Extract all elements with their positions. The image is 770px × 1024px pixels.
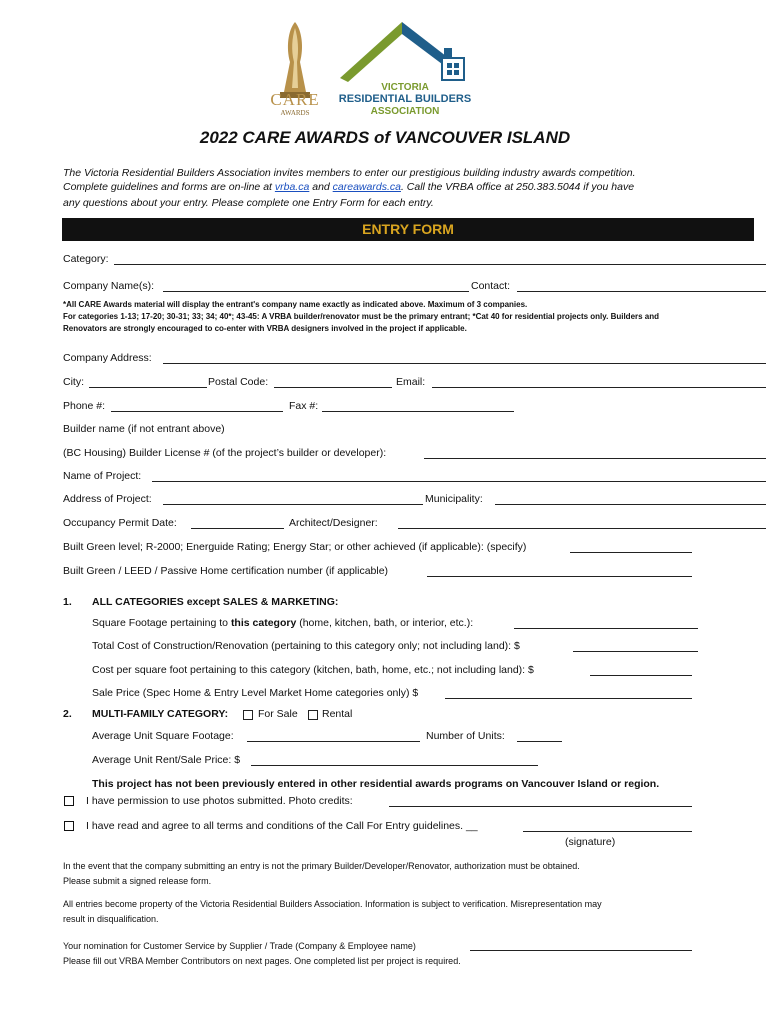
vrba-line1: VICTORIA — [381, 82, 429, 93]
footer-p2-line2: result in disqualification. — [63, 914, 159, 924]
section2-number: 2. — [63, 708, 72, 720]
section2-heading: MULTI-FAMILY CATEGORY: — [92, 708, 229, 720]
avg-rent-field[interactable] — [251, 765, 538, 766]
rental-checkbox[interactable] — [308, 710, 318, 720]
category-label: Category: — [63, 253, 109, 265]
customer-service-field[interactable] — [470, 950, 692, 951]
section1-number: 1. — [63, 596, 72, 608]
builder-name-label: Builder name (if not entrant above) — [63, 423, 225, 435]
intro-line2 — [63, 181, 634, 194]
care-awards-logo — [266, 18, 324, 122]
footer-p3-line2: Please fill out VRBA Member Contributors on next pages. One completed list per project is required. — [63, 956, 461, 966]
footer-p3-line1: Your nomination for Customer Service by Supplier / Trade (Company & Employee name) — [63, 941, 416, 951]
postal-code-label: Postal Code: — [208, 376, 269, 388]
avg-rent-label: Average Unit Rent/Sale Price: $ — [92, 754, 241, 766]
footer-p1-line1: In the event that the company submitting an entry is not the primary Builder/Developer/Renovator, authorization must be obtained. — [63, 861, 580, 871]
occupancy-label: Occupancy Permit Date: — [63, 517, 177, 529]
built-green-cert-label: Built Green / LEED / Passive Home certification number (if applicable) — [63, 565, 389, 577]
note-line2: For categories 1-13; 17-20; 30-31; 33; 34; 40*; 43-45: A VRBA builder/renovator must be the primary entrant; *Cat 40 for residential projects only. Builders and — [63, 312, 660, 321]
care-sub: AWARDS — [280, 109, 310, 117]
phone-field[interactable] — [111, 411, 283, 412]
for-sale-label: For Sale — [258, 708, 298, 720]
vrba-line3: ASSOCIATION — [370, 106, 440, 117]
municipality-label: Municipality: — [425, 493, 483, 505]
signature-caption: (signature) — [565, 836, 616, 848]
cost-per-sqft-label: Cost per square foot pertaining to this category (kitchen, bath, home, etc.; not including land): $ — [92, 664, 534, 676]
vrba-link[interactable]: vrba.ca — [274, 181, 310, 193]
care-word: CARE — [270, 90, 320, 109]
section1-heading: ALL CATEGORIES except SALES & MARKETING: — [92, 596, 339, 608]
sale-price-label: Sale Price (Spec Home & Entry Level Market Home categories only) $ — [92, 687, 419, 699]
photo-permission-checkbox[interactable] — [64, 796, 74, 806]
rental-label: Rental — [322, 708, 353, 720]
footer-p2-line1: All entries become property of the Victoria Residential Builders Association. Information is subject to verification. Misrepresentation may — [63, 899, 602, 909]
sqft-field[interactable] — [514, 628, 698, 629]
sqft-label-b: this category — [230, 617, 297, 629]
photo-credits-field[interactable] — [389, 806, 692, 807]
city-label: City: — [63, 376, 84, 388]
email-field[interactable] — [432, 387, 766, 388]
num-units-field[interactable] — [517, 741, 562, 742]
intro-line1: The Victoria Residential Builders Association invites members to enter our prestigious building industry awards competition. — [63, 167, 636, 179]
photo-permission-label: I have permission to use photos submitted. Photo credits: — [86, 795, 353, 807]
builder-license-field[interactable] — [424, 458, 766, 459]
built-green-field[interactable] — [570, 552, 692, 553]
sqft-label — [92, 617, 473, 630]
builder-license-label: (BC Housing) Builder License # (of the project’s builder or developer): — [63, 447, 387, 459]
architect-label: Architect/Designer: — [289, 517, 378, 529]
entry-form-banner-text: ENTRY FORM — [362, 221, 454, 237]
occupancy-field[interactable] — [191, 528, 284, 529]
sqft-label-a: Square Footage pertaining to — [92, 617, 231, 629]
postal-code-field[interactable] — [274, 387, 392, 388]
intro-line2-b: and — [309, 181, 333, 193]
category-field[interactable] — [114, 264, 766, 265]
company-address-field[interactable] — [163, 363, 766, 364]
vrba-line2: RESIDENTIAL BUILDERS — [338, 93, 472, 105]
agree-terms-checkbox[interactable] — [64, 821, 74, 831]
avg-sqft-field[interactable] — [247, 741, 420, 742]
cost-per-sqft-field[interactable] — [590, 675, 692, 676]
company-address-label: Company Address: — [63, 352, 152, 364]
architect-field[interactable] — [398, 528, 766, 529]
fax-field[interactable] — [322, 411, 514, 412]
avg-sqft-label: Average Unit Square Footage: — [92, 730, 234, 742]
city-field[interactable] — [89, 387, 207, 388]
company-names-field[interactable] — [163, 291, 469, 292]
num-units-label: Number of Units: — [426, 730, 505, 742]
vrba-logo — [330, 20, 480, 120]
fax-label: Fax #: — [289, 400, 319, 412]
municipality-field[interactable] — [495, 504, 766, 505]
signature-field[interactable] — [523, 831, 692, 832]
footer-p1-line2: Please submit a signed release form. — [63, 876, 212, 886]
sale-price-field[interactable] — [445, 698, 692, 699]
intro-line3: any questions about your entry. Please complete one Entry Form for each entry. — [63, 197, 434, 209]
phone-label: Phone #: — [63, 400, 106, 412]
note-line3: Renovators are strongly encouraged to co-enter with VRBA designers involved in the project if applicable. — [63, 324, 467, 333]
intro-line2-a: Complete guidelines and forms are on-line at — [63, 181, 275, 193]
contact-label: Contact: — [471, 280, 511, 292]
total-cost-label: Total Cost of Construction/Renovation (pertaining to this category only; not including land): $ — [92, 640, 520, 652]
intro-line2-c: . Call the VRBA office at 250.383.5044 if you have — [400, 181, 635, 193]
company-names-label: Company Name(s): — [63, 280, 155, 292]
careawards-link[interactable]: careawards.ca — [332, 181, 401, 193]
not-entered-statement: This project has not been previously entered in other residential awards programs on Vancouver Island or region. — [92, 778, 660, 790]
page-title: 2022 CARE AWARDS of VANCOUVER ISLAND — [199, 128, 571, 147]
contact-field[interactable] — [517, 291, 766, 292]
built-green-cert-field[interactable] — [427, 576, 692, 577]
project-address-field[interactable] — [163, 504, 423, 505]
project-name-label: Name of Project: — [63, 470, 142, 482]
sqft-label-c: (home, kitchen, bath, or interior, etc.): — [296, 617, 474, 629]
agree-terms-label: I have read and agree to all terms and conditions of the Call For Entry guidelines. __ — [86, 820, 478, 832]
total-cost-field[interactable] — [573, 651, 698, 652]
email-label: Email: — [396, 376, 426, 388]
project-name-field[interactable] — [152, 481, 766, 482]
built-green-label: Built Green level; R-2000; Energuide Rating; Energy Star; or other achieved (if applicable): (specify) — [63, 541, 527, 553]
for-sale-checkbox[interactable] — [243, 710, 253, 720]
note-line1: *All CARE Awards material will display the entrant's company name exactly as indicated above. Maximum of 3 companies. — [63, 300, 528, 309]
project-address-label: Address of Project: — [63, 493, 152, 505]
